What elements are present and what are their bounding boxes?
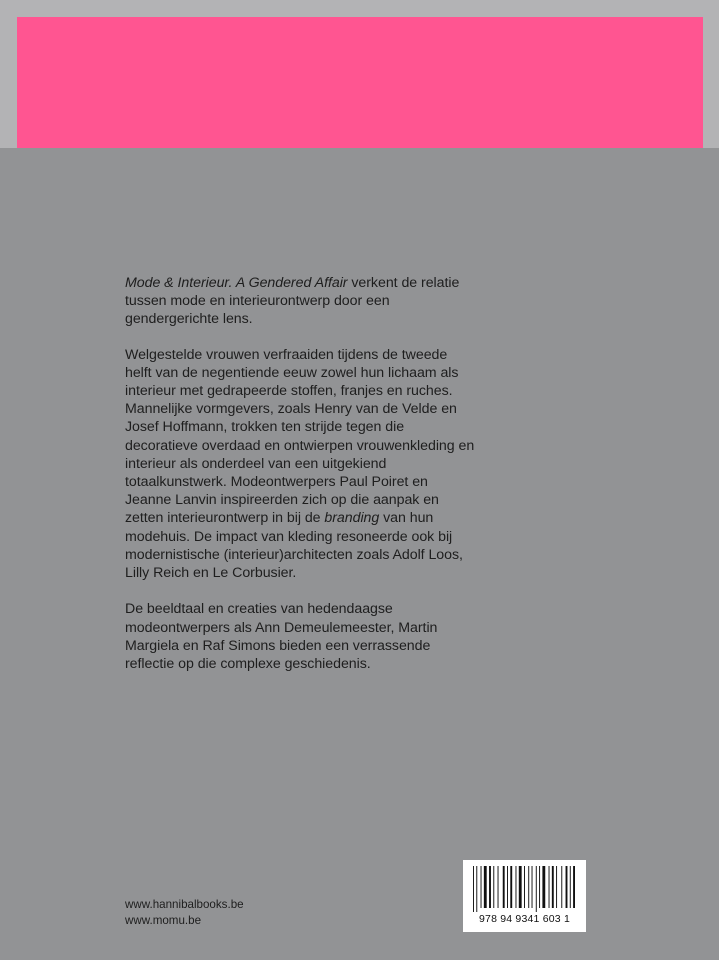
barcode-bar xyxy=(549,866,550,908)
barcode-bar xyxy=(556,866,557,908)
barcode-bar xyxy=(528,866,529,908)
barcode-bar xyxy=(516,866,517,908)
italic-term: branding xyxy=(324,510,380,527)
barcode-bar xyxy=(570,866,571,908)
book-title: Mode & Interieur. A Gendered Affair xyxy=(125,275,348,291)
back-cover-blurb xyxy=(125,274,475,691)
barcode-bar xyxy=(519,866,522,908)
museum-url[interactable]: www.momu.be xyxy=(125,913,202,927)
barcode-bar xyxy=(524,866,525,908)
barcode-bar xyxy=(573,866,575,908)
pink-color-block xyxy=(17,17,703,148)
blurb-paragraph-2 xyxy=(125,346,475,583)
blurb-paragraph-2-text-b: van hun modehuis. De impact van kleding resoneerde ook bij modernistische (interieur)architecten zoals Adolf Loos, Lilly Reich en Le Corbusier. xyxy=(125,510,463,582)
blurb-paragraph-2-text-a: Welgestelde vrouwen verfraaiden tijdens de tweede helft van de negentiende eeuw zowel hun lichaam als interieur met gedrapeerde stoffen, franjes en ruches. Mannelijke vormgevers, zoals Henry van de Velde en Josef Hoffmann, trokken ten strijde tegen die decoratieve overdaad en ontwierpen vrouwenkleding en interieur als onderdeel van een uitgekiend totaalkunstwerk. Modeontwerpers Paul Poiret en Jeanne Lanvin inspireerden zich op die aanpak en zetten interieurontwerp in bij de xyxy=(125,346,475,527)
barcode-bar xyxy=(503,866,505,908)
isbn-barcode xyxy=(463,860,586,932)
barcode-bar xyxy=(507,866,508,908)
barcode-bar xyxy=(539,866,540,908)
barcode-bar xyxy=(566,866,568,908)
barcode-bar xyxy=(493,866,494,908)
website-links xyxy=(125,897,244,929)
publisher-url[interactable]: www.hannibalbooks.be xyxy=(125,898,244,911)
barcode-bar xyxy=(532,866,533,908)
barcode-bar xyxy=(542,866,545,908)
isbn-number: 978 94 9341 603 1 xyxy=(479,913,570,925)
barcode-bar xyxy=(481,866,482,908)
blurb-paragraph-3: De beeldtaal en creaties van hedendaagse modeontwerpers als Ann Demeulemeester, Martin Margiela en Raf Simons bieden een verrassende reflectie op die complexe geschiedenis. xyxy=(125,601,438,673)
barcode-bar xyxy=(473,866,474,912)
barcode-bar xyxy=(510,866,512,908)
barcode-bar xyxy=(484,866,487,908)
barcode-bar xyxy=(498,866,499,908)
blurb-paragraph-1-text: verkent de relatie tussen mode en interieurontwerp door een gendergerichte lens. xyxy=(125,275,460,328)
barcode-bar xyxy=(476,866,477,912)
barcode-bar xyxy=(561,866,562,908)
barcode-bars xyxy=(472,866,577,912)
barcode-bar xyxy=(489,866,491,908)
blurb-paragraph-1 xyxy=(125,274,475,329)
barcode-bar xyxy=(552,866,554,908)
barcode-bar xyxy=(536,866,537,912)
